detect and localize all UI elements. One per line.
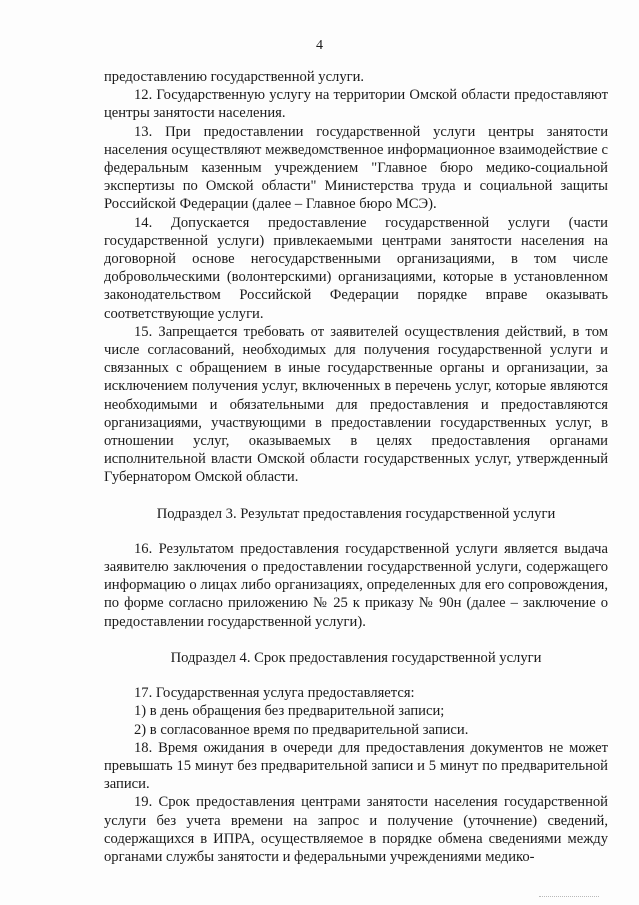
- paragraph-13: 13. При предоставлении государственной услуги центры занятости населения осуществляют межведомственное информационное взаимодействие с федеральным казенным учреждением "Главное бюро медико-социальной экспертизы по Омской области" Министерства труда и социальной защиты Российской Федерации (далее – Главное бюро МСЭ).: [104, 123, 608, 213]
- subsection-heading-4: Подраздел 4. Срок предоставления государственной услуги: [170, 649, 542, 666]
- spacer: [104, 523, 608, 540]
- paragraph-17: 17. Государственная услуга предоставляется:: [134, 685, 415, 702]
- paragraph-15: 15. Запрещается требовать от заявителей осуществления действий, в том числе согласований, необходимых для получения государственной услуги и связанных с обращением в иные государственные органы и организации, за исключением получения услуг, включенных в перечень услуг, которые являются необходимыми и обязательными для предоставления и предоставляются организациями, участвующими в предоставлении государственных услуг, в отношении услуг, оказываемых в целях предоставления органами исполнительной власти Омской области государственных услуг, утвержденный Губернатором Омской области.: [104, 323, 608, 486]
- paragraph-19: 19. Срок предоставления центрами занятости населения государственной услуги без учета времени на запрос и получение (уточнение) сведений, содержащихся в ИПРА, осуществляемое в порядке обмена сведениями между органами службы занятости и федеральными учреждениями медико-: [104, 794, 608, 865]
- paragraph-16: 16. Результатом предоставления государственной услуги является выдача заявителю заключения о предоставлении государственной услуги, содержащего информацию о лицах либо организациях, определенных для его сопровождения, по форме согласно приложению № 25 к приказу № 90н (далее – заключение о предоставлении государственной услуги).: [104, 540, 608, 630]
- scan-artifact: [539, 896, 599, 899]
- paragraph-18: 18. Время ожидания в очереди для предоставления документов не может превышать 15 минут без предварительной записи и 5 минут по предварительной записи.: [104, 739, 608, 793]
- paragraph-continuation: предоставлению государственной услуги.: [104, 69, 365, 85]
- subsection-heading-3: Подраздел 3. Результат предоставления государственной услуги: [156, 505, 556, 522]
- spacer: [104, 667, 608, 684]
- paragraph-14: 14. Допускается предоставление государственной услуги (части государственной услуги) привлекаемыми центрами занятости населения на договорной основе негосударственными организациями, в том числе добровольческими (волонтерскими) организациями, которые в установленном законодательством Российской Федерации порядке вправе оказывать соответствующие услуги.: [104, 214, 608, 322]
- paragraph-17-item-1: 1) в день обращения без предварительной записи;: [134, 703, 445, 720]
- paragraph-17-item-2: 2) в согласованное время по предварительной записи.: [134, 721, 469, 738]
- document-body: [104, 68, 608, 866]
- spacer: [104, 631, 608, 649]
- paragraph-12: 12. Государственную услугу на территории Омской области предоставляют центры занятости населения.: [104, 87, 608, 122]
- spacer: [104, 487, 608, 505]
- page-number: 4: [316, 38, 323, 53]
